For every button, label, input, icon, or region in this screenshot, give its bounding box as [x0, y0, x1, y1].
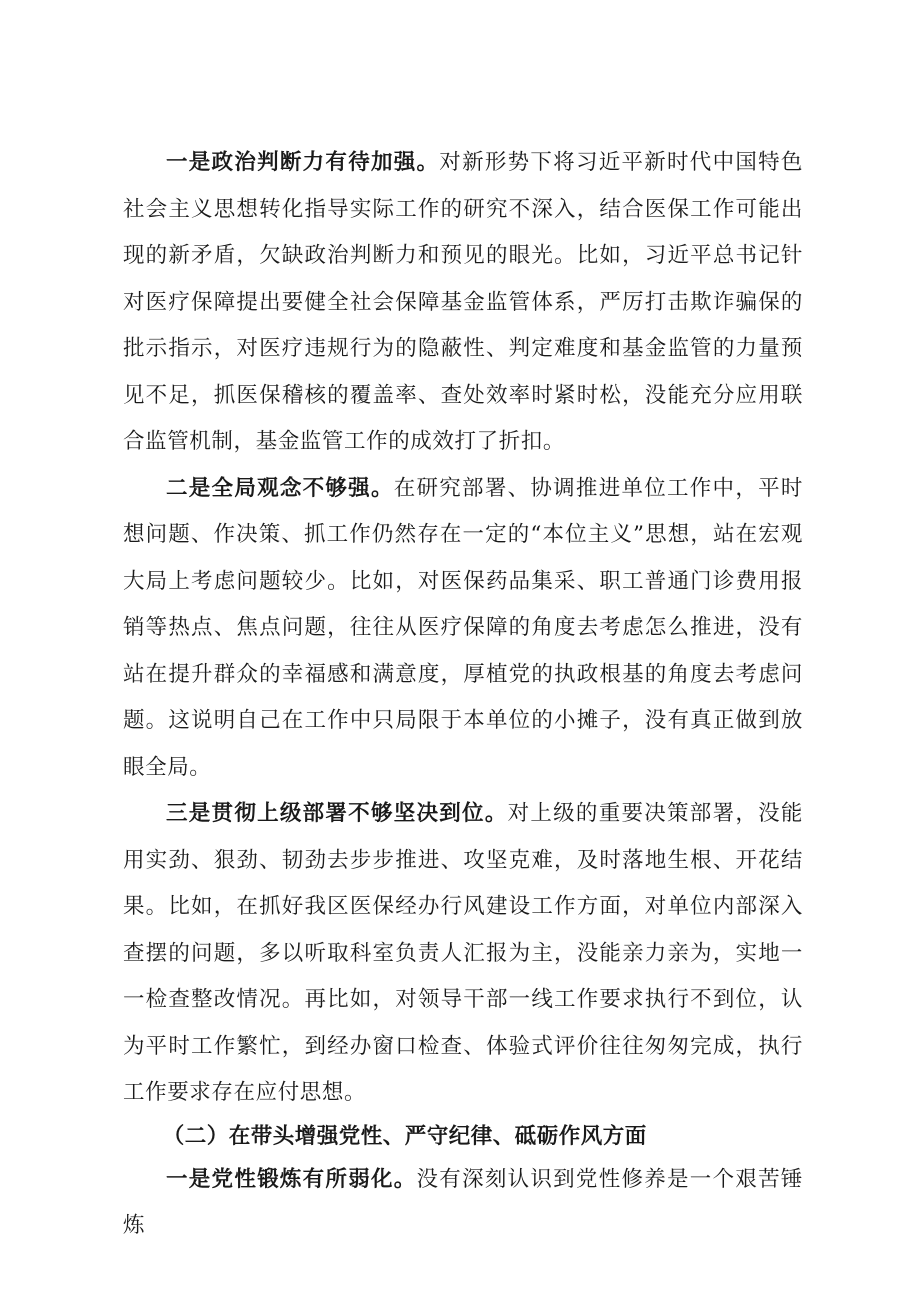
- paragraph-overall-view: [123, 466, 803, 792]
- paragraph-implementation: [123, 791, 803, 1117]
- section-heading: （二）在带头增强党性、严守纪律、砥砺作风方面: [162, 1123, 647, 1149]
- document-body: [123, 140, 803, 1250]
- paragraph-body: 对新形势下将习近平新时代中国特色社会主义思想转化指导实际工作的研究不深入，结合医保工作可能出现的新矛盾，欠缺政治判断力和预见的眼光。比如，习近平总书记针对医疗保障提出要健全社会保障基金监管体系，严厉打击欺诈骗保的批示指示，对医疗违规行为的隐蔽性、判定难度和基金监管的力量预见不足，抓医保稽核的覆盖率、查处效率时紧时松，没能充分应用联合监管机制，基金监管工作的成效打了折扣。: [123, 150, 804, 454]
- paragraph-lead: 三是贯彻上级部署不够坚决到位。: [166, 801, 508, 826]
- paragraph-party-spirit: [123, 1157, 803, 1250]
- paragraph-body: 对上级的重要决策部署，没能用实劲、狠劲、韧劲去步步推进、攻坚克难，及时落地生根、开花结果。比如，在抓好我区医保经办行风建设工作方面，对单位内部深入查摆的问题，多以听取科室负责人汇报为主，没能亲力亲为，实地一一检查整改情况。再比如，对领导干部一线工作要求执行不到位，认为平时工作繁忙，到经办窗口检查、体验式评价往往匆匆完成，执行工作要求存在应付思想。: [123, 801, 803, 1105]
- paragraph-lead: 一是政治判断力有待加强。: [166, 150, 440, 175]
- paragraph-lead: 一是党性锻炼有所弱化。: [166, 1166, 417, 1192]
- paragraph-body: 没有深刻认识到党性修养是一个艰苦锤炼: [123, 1166, 803, 1238]
- paragraph-lead: 二是全局观念不够强。: [166, 475, 394, 501]
- paragraph-political-judgment: [123, 140, 803, 466]
- paragraph-body: 在研究部署、协调推进单位工作中，平时想问题、作决策、抓工作仍然存在一定的“本位主义”思想，站在宏观大局上考虑问题较少。比如，对医保药品集采、职工普通门诊费用报销等热点、焦点问题，往往从医疗保障的角度去考虑怎么推进，没有站在提升群众的幸福感和满意度，厚植党的执政根基的角度去考虑问题。这说明自己在工作中只局限于本单位的小摊子，没有真正做到放眼全局。: [123, 475, 803, 780]
